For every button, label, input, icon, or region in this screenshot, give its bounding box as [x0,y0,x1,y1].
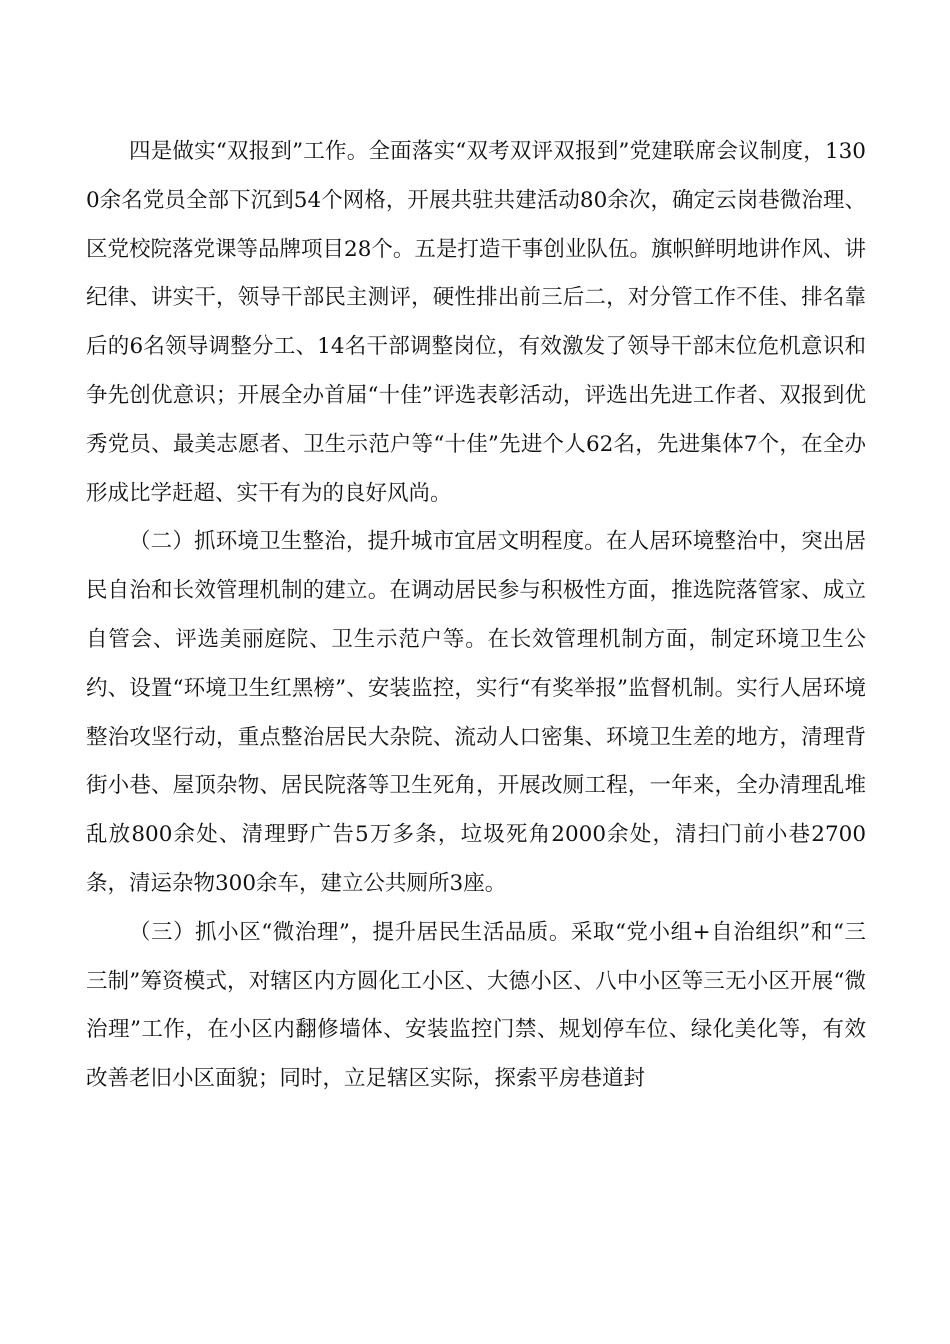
document-body [86,128,866,1104]
paragraph-double-report: 四是做实“双报到”工作。全面落实“双考双评双报到”党建联席会议制度，1300余名党员全部下沉到54个网格，开展共驻共建活动80余次，确定云岗巷微治理、区党校院落党课等品牌项目28个。五是打造干事创业队伍。旗帜鲜明地讲作风、讲纪律、讲实干，领导干部民主测评，硬性排出前三后二，对分管工作不佳、排名靠后的6名领导调整分工、14名干部调整岗位，有效激发了领导干部末位危机意识和争先创优意识；开展全办首届“十佳”评选表彰活动，评选出先进工作者、双报到优秀党员、最美志愿者、卫生示范户等“十佳”先进个人62名，先进集体7个，在全办形成比学赶超、实干有为的良好风尚。 [86,139,866,506]
paragraph-community-micro-governance: （三）抓小区“微治理”，提升居民生活品质。采取“党小组+自治组织”和“三三制”筹资模式，对辖区内方圆化工小区、大德小区、八中小区等三无小区开展“微治理”工作，在小区内翻修墙体、安装监控门禁、规划停车位、绿化美化等，有效改善老旧小区面貌；同时，立足辖区实际，探索平房巷道封 [86,919,866,1092]
paragraph-environment-sanitation: （二）抓环境卫生整治，提升城市宜居文明程度。在人居环境整治中，突出居民自治和长效管理机制的建立。在调动居民参与积极性方面，推选院落管家、成立自管会、评选美丽庭院、卫生示范户等。在长效管理机制方面，制定环境卫生公约、设置“环境卫生红黑榜”、安装监控，实行“有奖举报”监督机制。实行人居环境整治攻坚行动，重点整治居民大杂院、流动人口密集、环境卫生差的地方，清理背街小巷、屋顶杂物、居民院落等卫生死角，开展改厕工程，一年来，全办清理乱堆乱放800余处、清理野广告5万多条，垃圾死角2000余处，清扫门前小巷2700条，清运杂物300余车，建立公共厕所3座。 [86,529,866,896]
